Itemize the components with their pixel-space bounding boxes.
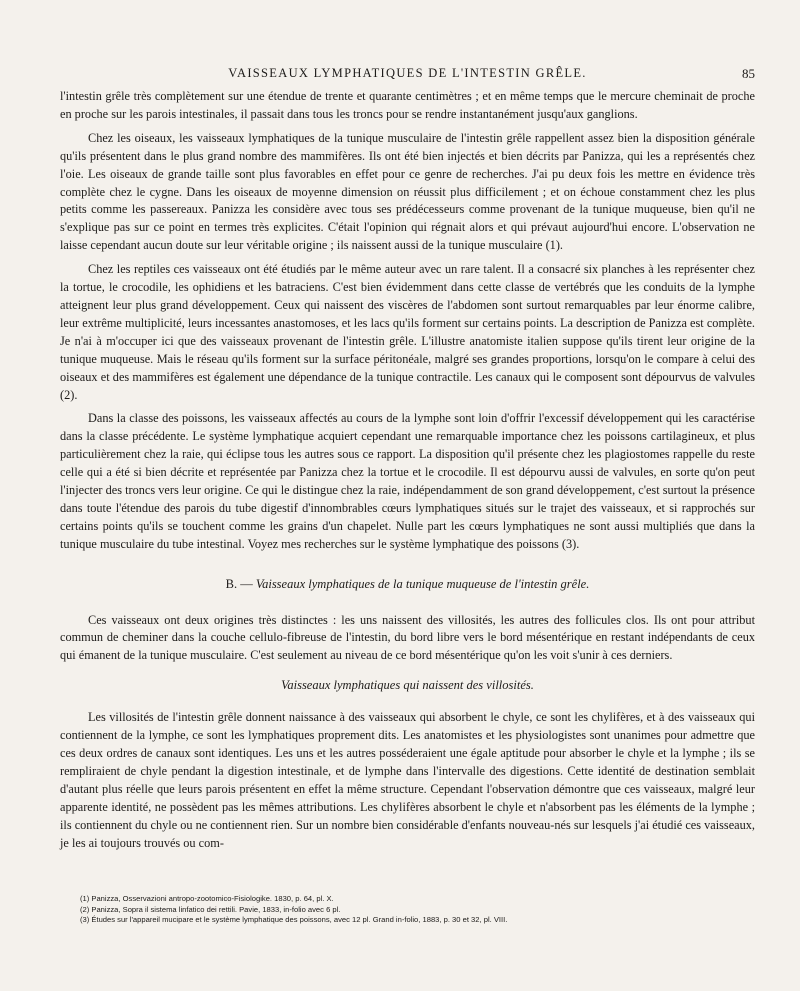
section-letter: B. — [225, 576, 253, 591]
subsection-heading: Vaisseaux lymphatiques qui naissent des villosités. [281, 678, 534, 693]
paragraph: Chez les reptiles ces vaisseaux ont été étudiés par le même auteur avec un rare talent. Il a consacré six planches à les représenter chez la tortue, le crocodile, les ophidiens et les batraciens. C'est bien évidemment dans cette classe de vertébrés que les conduits de la lymphe atteignent leur plus grand développement. Ceux qui naissent des viscères de l'abdomen sont surtout remarquables par leur énorme calibre, leur extrême multiplicité, leurs incessantes anastomoses, et les lacs qu'ils forment sur certains points. La description de Panizza est complète. Je n'ai à m'occuper ici que des vaisseaux provenant de l'intestin grêle. L'illustre anatomiste italien suppose qu'ils tirent leur origine de la tunique muqueuse. Mais le réseau qu'ils forment sur la surface péritonéale, malgré ses grandes proportions, lorsqu'on le compare à celui des oiseaux et des mammifères est également une dépendance de la tunique contractile. Les canaux qui le composent sont dépourvus de valvules (2). [60, 262, 755, 402]
paragraph: Dans la classe des poissons, les vaisseaux affectés au cours de la lymphe sont loin d'offrir l'excessif développement qui les caractérise dans la classe précédente. Le système lymphatique acquiert cependant une remarquable importance chez les poissons cartilagineux, et plus particulièrement chez la raie, qui éclipse tous les autres sous ce rapport. La disposition qu'il présente chez les plagiostomes rappelle du reste celle qui a été si bien décrite et représentée par Panizza chez la tortue et le crocodile. Il est dépourvu aussi de valvules, en sorte qu'on peut l'injecter des troncs vers leur origine. Ce qui le distingue chez la raie, indépendamment de son grand développement, c'est surtout la présence dans toute l'étendue des parois du tube digestif d'innombrables cœurs lymphatiques situés sur le trajet des vaisseaux, et si rapprochés sur certains points qu'ils se touchent comme les grains d'un chapelet. Nulle part les cœurs lymphatiques ne sont aussi multipliés que dans la tunique musculaire du tube intestinal. Voyez mes recherches sur le système lymphatique des poissons (3). [60, 411, 755, 551]
footnote: (1) Panizza, Osservazioni antropo-zootomico-Fisiologike. 1830, p. 64, pl. X. [80, 894, 334, 903]
section-title: Vaisseaux lymphatiques de la tunique muqueuse de l'intestin grêle. [255, 576, 590, 591]
paragraph: l'intestin grêle très complètement sur une étendue de trente et quarante centimètres ; et en même temps que le mercure cheminait de proche en proche sur les parois intestinales, il passait dans tous les troncs pour se rendre instantanément jusqu'aux ganglions. [60, 89, 755, 121]
paragraph: Chez les oiseaux, les vaisseaux lymphatiques de la tunique musculaire de l'intestin grêle rappellent assez bien la disposition générale qu'ils présentent dans le plus grand nombre des mammifères. Ils ont été bien injectés et bien décrits par Panizza, qui les a représentés chez l'oie. Les oiseaux de grande taille sont plus favorables en effet pour ce genre de recherches. J'ai pu deux fois les mettre en évidence très complète chez le cygne. Dans les oiseaux de moyenne dimension on réussit plus difficilement ; et on échoue constamment chez les plus petits comme les passereaux. Panizza les considère avec tous ses prédécesseurs comme provenant de la tunique muqueuse, bien qu'il ne s'explique pas sur ce point en termes très explicites. C'était l'opinion qui régnait alors et qui prévaut aujourd'hui encore. L'observation ne laisse cependant aucun doute sur leur véritable origine ; ils naissent aussi de la tunique musculaire (1). [60, 130, 755, 253]
footnote: (3) Études sur l'appareil mucipare et le système lymphatique des poissons, avec 12 pl. Grand in-folio, 1883, p. 30 et 32, pl. VIII. [80, 915, 508, 924]
footnotes [80, 894, 740, 926]
paragraph: Ces vaisseaux ont deux origines très distinctes : les uns naissent des villosités, les autres des follicules clos. Ils ont pour attribut commun de cheminer dans la couche cellulo-fibreuse de l'intestin, du bord libre vers le bord mésentérique en restant indépendants de ceux qui émanent de la tunique musculaire. C'est seulement au niveau de ce bord mésentérique qu'on les voit s'unir à ces derniers. [60, 612, 755, 663]
running-title: VAISSEAUX LYMPHATIQUES DE L'INTESTIN GRÊLE. [228, 66, 587, 80]
page-number: 85 [742, 66, 755, 81]
main-text [60, 88, 755, 858]
footnote: (2) Panizza, Sopra il sistema linfatico dei rettili. Pavie, 1833, in-folio avec 6 pl. [80, 904, 341, 914]
section-heading [60, 576, 755, 594]
paragraph: Les villosités de l'intestin grêle donnent naissance à des vaisseaux qui absorbent le chyle, ce sont les chylifères, et à des vaisseaux qui contiennent de la lymphe, ce sont les lymphatiques proprement dits. Les anatomistes et les physiologistes sont unanimes pour admettre que ces deux ordres de canaux sont identiques. Les uns et les autres posséderaient une égale aptitude pour absorber le chyle et la lymphe ; ils se rempliraient de chyle pendant la digestion intestinale, et de lymphe dans l'intervalle des digestions. Cette identité de destination semblait d'autant plus réelle que leurs parois présentent en effet la même structure. Cependant l'observation démontre que ces vaisseaux, malgré leur apparente identité, ne possèdent pas les mêmes attributions. Les chylifères absorbent le chyle et n'absorbent pas les éléments de la lymphe ; ils contiennent du chyle ou ne contiennent rien. Sur un nombre bien considérable d'enfants nouveau-nés sur lesquels j'ai étudié ces vaisseaux, je les ai toujours trouvés ou com- [60, 710, 755, 850]
page-header [60, 66, 755, 82]
